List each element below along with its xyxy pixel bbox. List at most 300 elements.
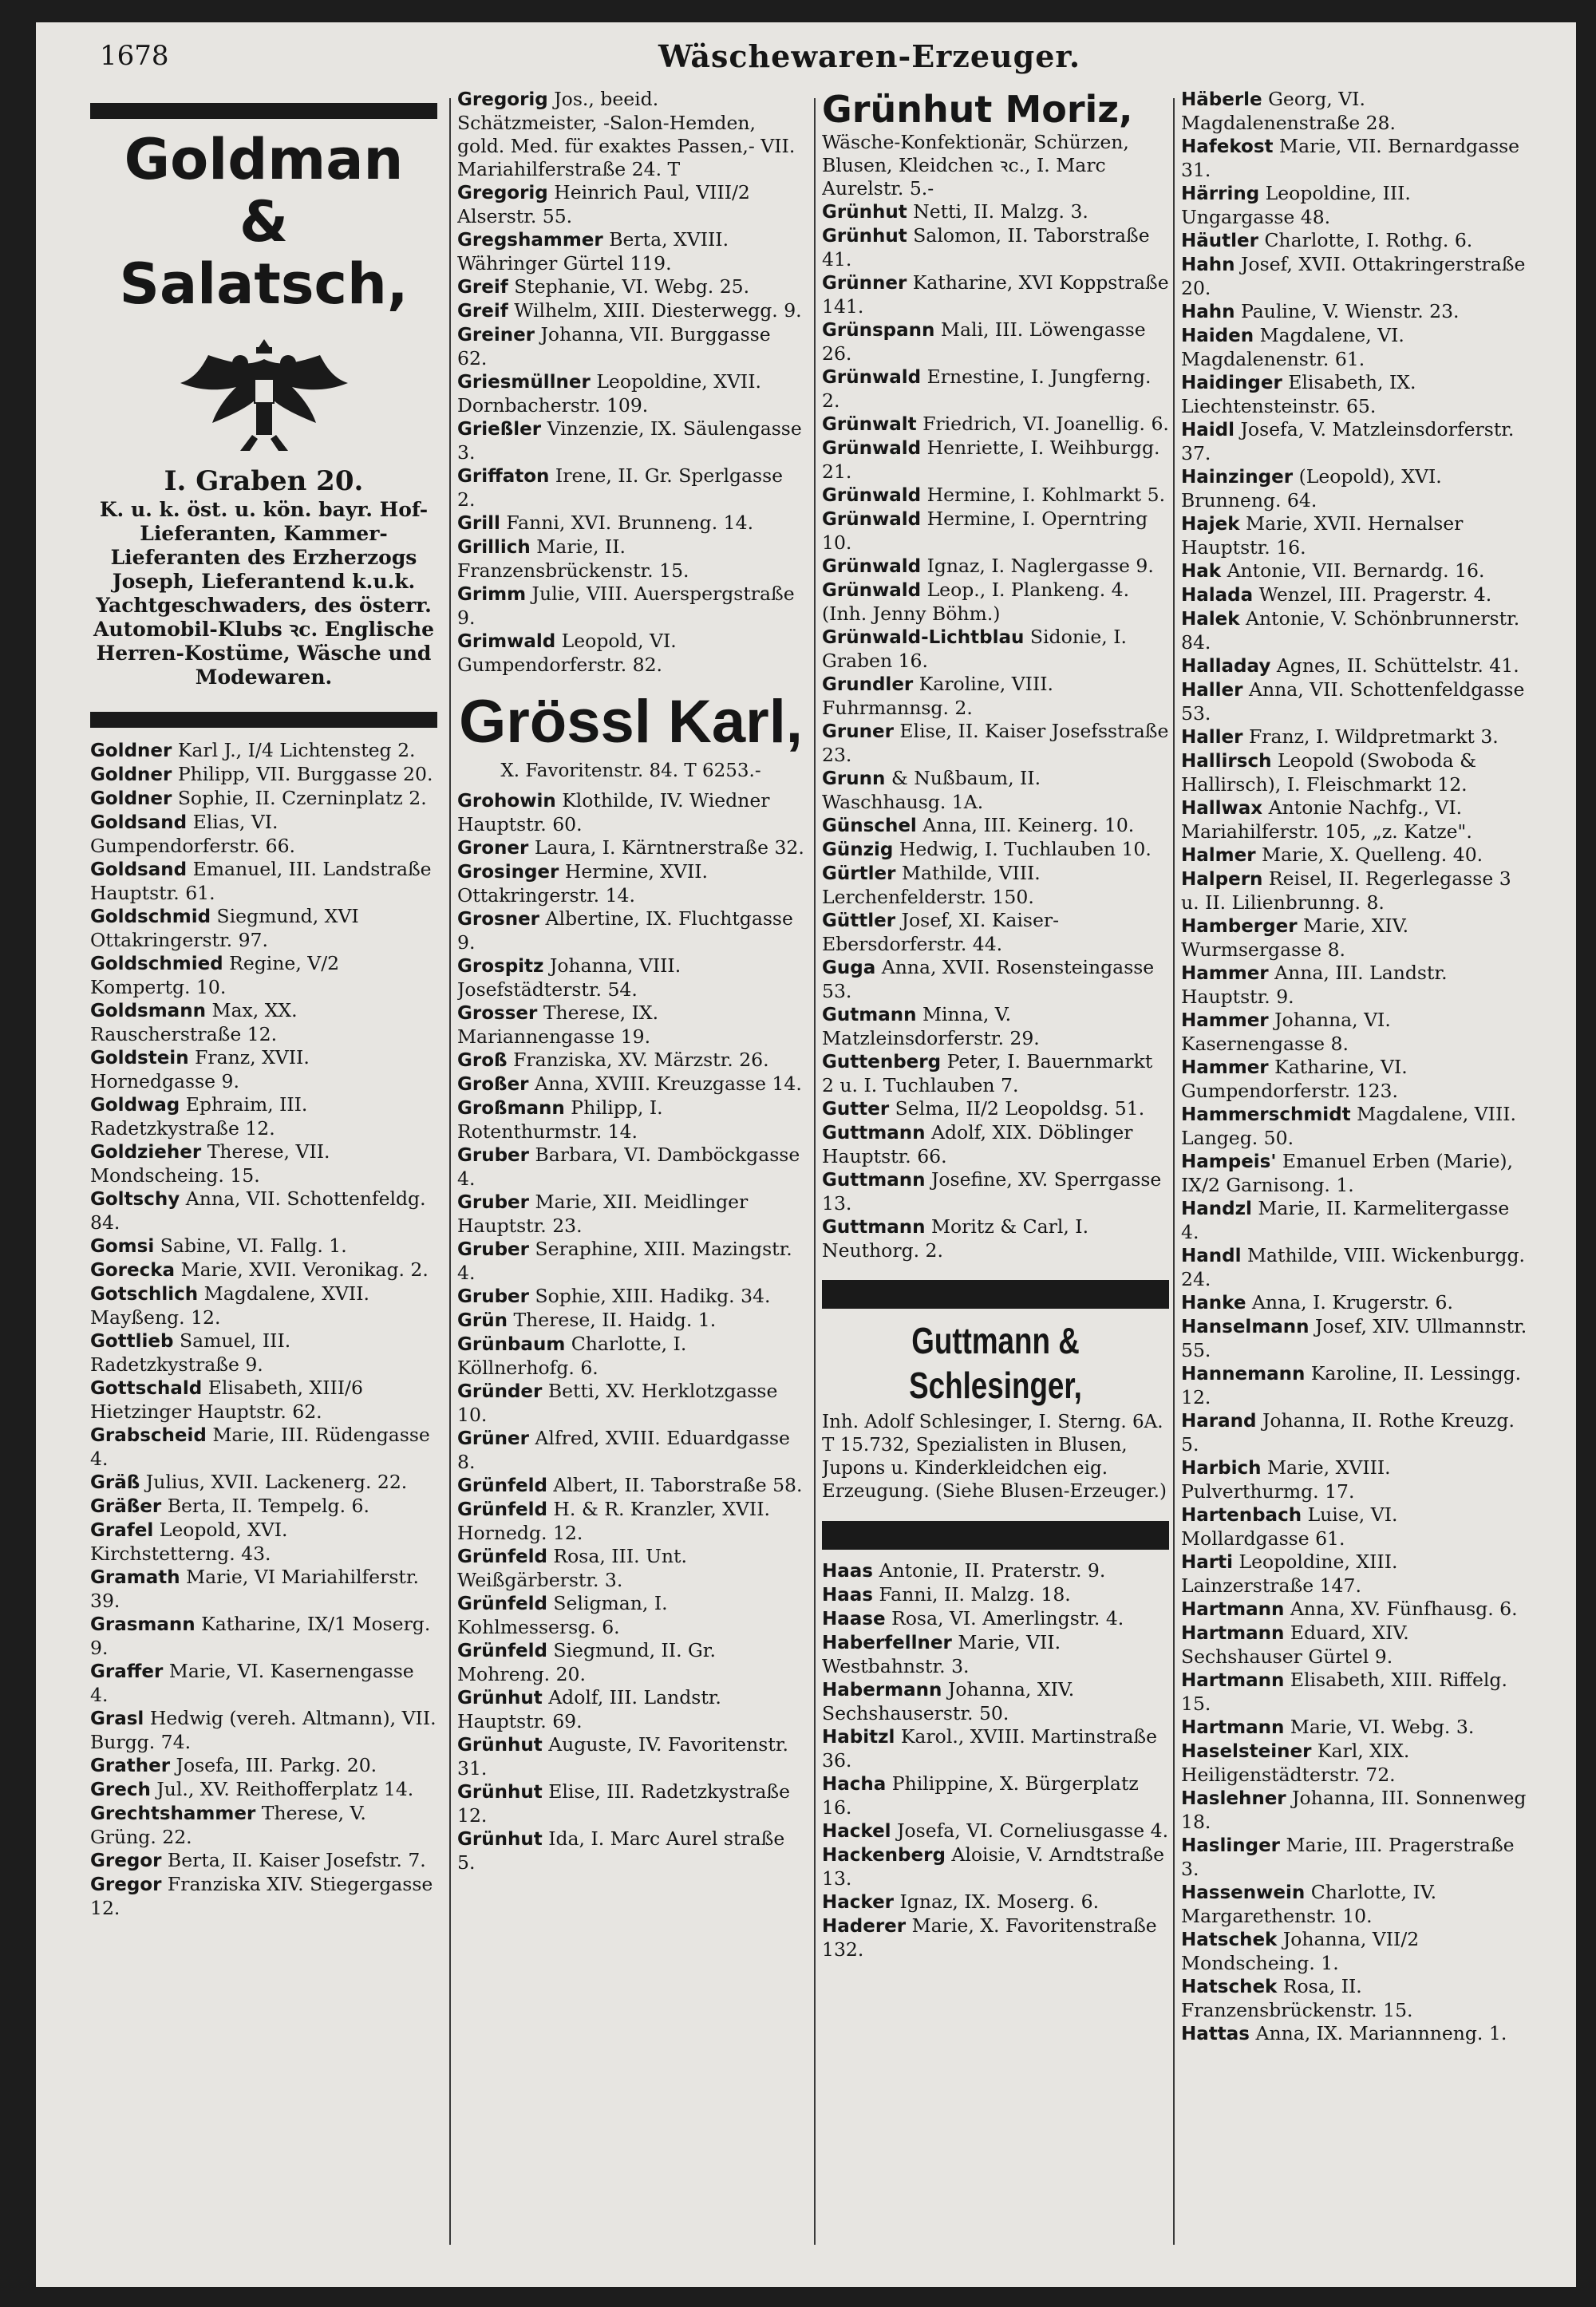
directory-entry [1181,300,1528,324]
advert-grossl-karl: Grössl Karl, [459,688,803,756]
directory-entry [1181,843,1528,867]
directory-entry [822,224,1169,271]
entry-name: Hammer [1181,963,1269,984]
entry-details: Samuel, III. Radetzkystraße 9. [90,1329,291,1376]
entry-name: Gregshammer [457,230,603,251]
entry-details: Rosa, VI. Amerlingstr. 4. [891,1607,1124,1630]
entry-name: Hatschek [1181,1930,1278,1950]
entry-name: Gregorig [457,183,548,203]
entry-details: Marie, VII. Westbahnstr. 3. [822,1631,1061,1677]
entry-details: Elisabeth, IX. Liechtensteinstr. 65. [1181,371,1416,417]
entry-details: Stephanie, VI. Webg. 25. [514,275,750,298]
entry-name: Grohowin [457,791,556,812]
directory-entry [1181,1740,1528,1787]
entry-details: Franziska, XV. Märzstr. 26. [513,1049,769,1071]
directory-entry [457,1592,804,1639]
directory-entry [457,417,804,464]
directory-entry [1181,749,1528,796]
entry-name: Grünhut [457,1735,543,1756]
directory-entry [822,1097,1169,1121]
entry-name: Halmer [1181,845,1256,866]
entry-details: Minna, V. Matzleinsdorferstr. 29. [822,1003,1040,1049]
entry-details: Anna, I. Krugerstr. 6. [1251,1291,1453,1313]
advert-address: I. Graben 20. [164,465,364,497]
page-title: Wäschewaren-Erzeuger. [658,38,1081,74]
directory-entry [1181,1787,1528,1834]
entry-details: Albertine, IX. Fluchtgasse 9. [457,907,793,954]
entry-name: Goldsmann [90,1001,206,1021]
entry-details: Katharine, IX/1 Moserg. 9. [90,1613,431,1659]
directory-entry [822,1168,1169,1215]
directory-entry [1181,1503,1528,1551]
directory-entry [457,907,804,954]
entry-details: Anna, III. Keinerg. 10. [922,814,1135,836]
directory-entry [822,271,1169,318]
entry-details: Barbara, VI. Damböckgasse 4. [457,1144,800,1190]
entry-details: Johanna, VI. Kasernengasse 8. [1181,1009,1391,1055]
directory-entry [1181,1456,1528,1503]
entry-details: Auguste, IV. Favoritenstr. 31. [457,1733,788,1780]
entry-details: Henriette, I. Weihburgg. 21. [822,437,1160,483]
advert-name: Goldman & Salatsch, [119,127,409,317]
entry-name: Halek [1181,609,1240,630]
entry-name: Haidl [1181,420,1235,440]
entry-name: Hannemann [1181,1364,1306,1385]
entry-details: Anna, VII. Schottenfeldg. 84. [90,1187,426,1234]
entry-details: Moritz & Carl, I. Neuthorg. 2. [822,1215,1089,1262]
advert-text: Inh. Adolf Schlesinger, I. Sterng. 6A. T 15.732, Spezialisten in Blusen, Jupons u. Kinderkleidchen eig. Erzeugung. (Siehe Blusen-Erzeuger.) [822,1412,1167,1502]
entry-details: Sidonie, I. Graben 16. [822,626,1127,672]
entry-details: Katharine, VI. Gumpendorferstr. 123. [1181,1056,1408,1102]
entry-details: Johanna, II. Rothe Kreuzg. 5. [1181,1409,1515,1456]
entry-name: Guttmann [822,1123,926,1144]
entry-name: Grünhut [457,1782,543,1803]
directory-entry [1181,512,1528,559]
entry-details: Marie, II. Karmelitergasse 4. [1181,1197,1510,1243]
directory-entry [822,437,1169,484]
entry-name: Hartmann [1181,1670,1285,1691]
entry-name: Goldschmid [90,907,211,927]
entry-name: Gruber [457,1239,530,1260]
directory-entry [822,1583,1169,1607]
advert-text: K. u. k. öst. u. kön. bayr. Hof-Lieferanten, Kammer-Lieferanten des Erzherzogs Joseph, Lieferantend k.u.k. Yachtgeschwaders, des österr. Automobil-Klubs ꝛc. Englische Herren-Kostüme, Wäsche und Modewaren. [93,498,434,689]
entry-details: Ignaz, I. Naglergasse 9. [926,555,1154,577]
directory-entry [457,1639,804,1686]
entry-name: Grünwalt [822,414,917,435]
entry-details: Karl, XIX. Heiligenstädterstr. 72. [1181,1740,1410,1786]
directory-entry [1181,725,1528,749]
entry-details: Wenzel, III. Pragerstr. 4. [1258,583,1492,606]
directory-entry [457,88,804,181]
directory-entry [90,1140,437,1187]
directory-entry [457,1333,804,1380]
column-divider [1173,98,1175,2245]
directory-entry [457,1733,804,1780]
entry-name: Hanselmann [1181,1317,1310,1337]
directory-entry [457,836,804,860]
column-divider [814,98,816,2245]
directory-entry [1181,915,1528,962]
entry-name: Haiden [1181,326,1254,346]
entry-details: Charlotte, I. Rothg. 6. [1264,229,1473,251]
entry-name: Graffer [90,1661,164,1682]
entry-name: Guttenberg [822,1052,942,1073]
directory-entry [1181,1103,1528,1150]
entry-name: Gruber [457,1192,530,1213]
entry-details: Seligman, I. Kohlmessersg. 6. [457,1592,668,1638]
entry-name: Grünbaum [457,1334,566,1355]
directory-entry [822,365,1169,413]
entry-details: Regine, V/2 Kompertg. 10. [90,952,340,998]
entry-name: Grünfeld [457,1547,547,1567]
entry-details: Marie, VI. Webg. 3. [1290,1716,1475,1738]
entry-name: Gutmann [822,1005,917,1025]
directory-entry [457,1686,804,1733]
entry-name: Grabscheid [90,1425,207,1446]
entry-details: Hermine, I. Operntring 10. [822,508,1148,554]
entry-details: Philipp, I. Rotenthurmstr. 14. [457,1096,663,1143]
entry-name: Häutler [1181,231,1258,251]
entry-details: Charlotte, IV. Margarethenstr. 10. [1181,1881,1437,1927]
entry-details: Elisabeth, XIII/6 Hietzinger Hauptstr. 62. [90,1377,363,1423]
directory-entry [822,838,1169,862]
directory-entry [457,1309,804,1333]
entry-name: Greif [457,301,508,322]
directory-entry [822,767,1169,814]
entry-details: Peter, I. Bauernmarkt 2 u. I. Tuchlauben 7. [822,1050,1153,1096]
entry-details: Leopoldine, XVII. Dornbacherstr. 109. [457,370,761,417]
directory-entry [822,1559,1169,1583]
entry-details: Therese, IX. Mariannengasse 19. [457,1001,659,1048]
entry-details: Marie, XII. Meidlinger Hauptstr. 23. [457,1191,749,1237]
entry-details: & Nußbaum, II. Waschhausg. 1A. [822,767,1041,813]
entry-details: Marie, VII. Bernardgasse 31. [1181,135,1520,181]
directory-entry [1181,371,1528,418]
entry-details: Sophie, II. Czerninplatz 2. [177,787,427,809]
entry-name: Grün [457,1310,508,1331]
directory-entry [822,1121,1169,1168]
entry-name: Goldsand [90,812,188,833]
entry-name: Gründer [457,1381,543,1402]
entry-details: Sabine, VI. Fallg. 1. [160,1234,347,1257]
entry-details: Jul., XV. Reithofferplatz 14. [156,1778,414,1800]
entry-name: Gottschald [90,1378,203,1399]
entry-name: Grünhut [822,202,907,223]
entry-details: Marie, X. Quelleng. 40. [1262,843,1483,866]
directory-entry [457,228,804,275]
entry-details: Ida, I. Marc Aurel straße 5. [457,1827,785,1874]
entry-name: Grünwald [822,485,922,506]
entry-name: Güttler [822,911,896,931]
entry-details: Therese, II. Haidg. 1. [513,1309,717,1331]
entry-name: Gomsi [90,1236,155,1257]
entry-name: Gottlieb [90,1331,174,1352]
directory-entry [1181,1551,1528,1598]
entry-name: Goldschmied [90,954,223,974]
entry-details: Mali, III. Löwengasse 26. [822,318,1146,365]
directory-entry [457,1474,804,1498]
directory-entry [822,1819,1169,1843]
directory-entry [822,909,1169,956]
directory-entry [90,1258,437,1282]
entry-name: Haase [822,1609,886,1630]
directory-entry [457,954,804,1001]
directory-entry [457,1144,804,1191]
entry-name: Goldner [90,741,172,761]
entry-details: Reisel, II. Regerlegasse 3 u. II. Lilienbrunng. 8. [1181,867,1511,914]
entry-name: Goltschy [90,1189,180,1210]
directory-entry [1181,678,1528,725]
entry-name: Goldsand [90,859,188,880]
entry-name: Hammer [1181,1010,1269,1031]
directory-entry [90,1046,437,1093]
entry-details: Anna, XVIII. Kreuzgasse 14. [535,1073,802,1095]
entry-list [457,88,804,677]
entry-name: Hammerschmidt [1181,1104,1351,1125]
entry-name: Gregorig [457,89,548,110]
entry-name: Greiner [457,325,535,346]
entry-name: Hartmann [1181,1717,1285,1738]
entry-name: Griesmüllner [457,372,591,393]
entry-name: Grünhut [457,1829,543,1850]
entry-details: Ephraim, III. Radetzkystraße 12. [90,1093,308,1140]
directory-entry [457,1073,804,1096]
directory-entry [822,484,1169,508]
entry-name: Haas [822,1561,873,1582]
directory-entry [457,464,804,512]
entry-details: Salomon, II. Taborstraße 41. [822,224,1150,271]
directory-entry [457,323,804,370]
entry-name: Gregor [90,1874,162,1895]
entry-details: Johanna, VIII. Josefstädterstr. 54. [457,954,681,1001]
entry-details: Hermine, I. Kohlmarkt 5. [926,484,1166,506]
directory-entry [822,1914,1169,1961]
entry-details: Leopold (Swoboda & Hallirsch), I. Fleischmarkt 12. [1181,749,1476,796]
directory-entry [822,1050,1169,1097]
entry-name: Groß [457,1050,508,1071]
advert-rule [822,1280,1169,1309]
entry-details: Julius, XVII. Lackenerg. 22. [145,1471,408,1493]
entry-details: Ernestine, I. Jungferng. 2. [822,365,1152,412]
entry-details: Josef, XVII. Ottakringerstraße 20. [1181,253,1526,299]
directory-entry [822,1631,1169,1678]
entry-name: Grechtshammer [90,1803,256,1824]
entry-details: Siegmund, XVI Ottakringerstr. 97. [90,905,359,951]
directory-entry [90,858,437,905]
directory-entry [90,1495,437,1519]
entry-details: Wilhelm, XIII. Diesterwegg. 9. [514,299,802,322]
entry-list [1181,88,1528,2046]
directory-entry [457,299,804,323]
directory-entry [457,370,804,417]
directory-entry [822,1607,1169,1631]
entry-name: Goldwag [90,1095,180,1116]
double-eagle-icon [176,323,352,459]
entry-details: Antonie, VII. Bernardg. 16. [1227,559,1485,582]
directory-entry [457,1380,804,1427]
directory-entry [457,630,804,677]
entry-details: Hedwig (vereh. Altmann), VII. Burgg. 74. [90,1707,437,1753]
entry-details: Leopoldine, XIII. Lainzerstraße 147. [1181,1551,1398,1597]
entry-name: Grosinger [457,862,559,883]
directory-entry [90,1282,437,1329]
directory-entry [822,1890,1169,1914]
directory-entry [90,1471,437,1495]
entry-details: Marie, II. Franzensbrückenstr. 15. [457,535,689,582]
entry-name: Gutter [822,1099,890,1120]
entry-name: Gramath [90,1567,180,1588]
entry-details: Josef, XI. Kaiser-Ebersdorferstr. 44. [822,909,1060,955]
entry-details: Max, XX. Rauscherstraße 12. [90,999,298,1045]
directory-entry [90,739,437,763]
entry-details: Philipp, VII. Burggasse 20. [177,763,433,785]
entry-name: Hatschek [1181,1977,1278,1997]
directory-entry [822,413,1169,437]
entry-details: Therese, V. Grüng. 22. [90,1802,366,1848]
entry-name: Habitzl [822,1727,895,1748]
entry-name: Goldzieher [90,1142,202,1163]
advert-goldman-salatsch [90,103,437,728]
entry-name: Hackenberg [822,1845,946,1866]
directory-entry [822,579,1169,626]
entry-name: Haas [822,1585,873,1606]
directory-entry [457,1285,804,1309]
entry-details: Vinzenzie, IX. Säulengasse 3. [457,417,802,464]
entry-name: Gruber [457,1286,530,1307]
directory-entry [1181,1881,1528,1928]
directory-entry [1181,1622,1528,1669]
entry-name: Günzig [822,839,894,860]
entry-name: Grosner [457,909,540,930]
advert-rule [822,1521,1169,1550]
entry-details: Johanna, VII/2 Mondscheing. 1. [1181,1928,1420,1974]
directory-entry [1181,182,1528,229]
entry-details: Elise, III. Radetzkystraße 12. [457,1780,790,1827]
directory-entry [1181,465,1528,512]
directory-entry [457,1049,804,1073]
directory-entry [90,1802,437,1849]
entry-name: Grünfeld [457,1499,547,1520]
advert-text: Wäsche-Konfektionär, Schürzen, Blusen, Kleidchen ꝛc., I. Marc Aurelstr. 5.- [822,131,1129,199]
entry-name: Hahn [1181,255,1235,275]
directory-entry [90,1519,437,1566]
directory-entry [1181,253,1528,300]
entry-name: Gürtler [822,863,896,884]
entry-name: Grünwald [822,367,922,388]
entry-details: Netti, II. Malzg. 3. [913,200,1088,223]
directory-entry [1181,1598,1528,1622]
directory-entry [457,1238,804,1285]
directory-entry [822,673,1169,720]
directory-entry [90,811,437,858]
entry-name: Hamberger [1181,916,1298,937]
directory-entry [90,1849,437,1873]
entry-details: Emanuel Erben (Marie), IX/2 Garnisong. 1. [1181,1150,1513,1196]
entry-name: Gotschlich [90,1284,199,1305]
entry-details: Klothilde, IV. Wiedner Hauptstr. 60. [457,789,770,835]
entry-details: Marie, III. Rüdengasse 4. [90,1424,430,1470]
entry-name: Groner [457,838,529,859]
entry-name: Hacker [822,1892,895,1913]
entry-name: Hammer [1181,1057,1269,1078]
entry-details: Julie, VIII. Auerspergstraße 9. [457,583,795,629]
entry-details: Hedwig, I. Tuchlauben 10. [899,838,1152,860]
entry-details: Anna, VII. Schottenfeldgasse 53. [1181,678,1525,725]
entry-name: Grünwald [822,509,922,530]
directory-entry [1181,1291,1528,1315]
entry-name: Großer [457,1074,529,1095]
directory-entry [1181,1975,1528,2022]
entry-details: Elisabeth, XIII. Riffelg. 15. [1181,1669,1507,1715]
entry-name: Grünwald-Lichtblau [822,627,1025,648]
entry-name: Großmann [457,1098,565,1119]
entry-details: Adolf, III. Landstr. Hauptstr. 69. [457,1686,721,1732]
entry-details: Seraphine, XIII. Mazingstr. 4. [457,1238,792,1284]
entry-name: Grünwald [822,580,922,601]
directory-entry [90,1613,437,1660]
entry-name: Hahn [1181,302,1235,322]
directory-entry [1181,796,1528,843]
directory-entry [457,1096,804,1144]
directory-entry [822,956,1169,1003]
entry-details: Adolf, XIX. Döblinger Hauptstr. 66. [822,1121,1133,1167]
entry-name: Grasl [90,1709,144,1729]
entry-details: Karoline, II. Lessingg. 12. [1181,1362,1522,1408]
page-number: 1678 [100,40,169,72]
entry-details: Franz, I. Wildpretmarkt 3. [1248,725,1499,748]
directory-entry [457,860,804,907]
directory-entry [1181,1669,1528,1716]
entry-name: Haderer [822,1916,907,1937]
directory-entry [90,1187,437,1234]
entry-name: Gräß [90,1472,140,1493]
entry-details: Mathilde, VIII. Lerchenfelderstr. 150. [822,862,1041,908]
entry-name: Hampeis' [1181,1152,1277,1172]
entry-name: Goldstein [90,1048,189,1069]
entry-name: Harbich [1181,1458,1262,1479]
directory-entry [1181,418,1528,465]
directory-entry [457,1191,804,1238]
directory-entry [1181,654,1528,678]
entry-name: Handl [1181,1246,1242,1266]
entry-details: Karol., XVIII. Martinstraße 36. [822,1725,1157,1772]
directory-entry [822,1772,1169,1819]
entry-details: Mathilde, VIII. Wickenburgg. 24. [1181,1244,1525,1290]
entry-name: Guttmann [822,1170,926,1191]
entry-name: Grünhut [457,1688,543,1709]
entry-name: Gregor [90,1851,162,1871]
directory-entry [90,999,437,1046]
directory-entry [822,1725,1169,1772]
directory-entry [90,1329,437,1377]
directory-entry [90,787,437,811]
column-1 [90,98,437,2237]
entry-details: Elias, VI. Gumpendorferstr. 66. [90,811,296,857]
entry-details: Heinrich Paul, VIII/2 Alserstr. 55. [457,181,750,227]
directory-entry [822,1215,1169,1262]
directory-entry [90,1377,437,1424]
entry-details: H. & R. Kranzler, XVII. Hornedg. 12. [457,1498,770,1544]
entry-details: Charlotte, I. Köllnerhofg. 6. [457,1333,687,1379]
entry-details: Berta, II. Tempelg. 6. [167,1495,369,1517]
entry-name: Grosser [457,1003,538,1024]
entry-details: Leopold, VI. Gumpendorferstr. 82. [457,630,677,676]
entry-details: Magdalene, VI. Magdalenenstr. 61. [1181,324,1404,370]
entry-name: Goldner [90,764,172,785]
entry-name: Haslehner [1181,1788,1286,1809]
entry-name: Grimm [457,584,527,605]
entry-details: Marie, XIV. Wurmsergasse 8. [1181,915,1409,961]
